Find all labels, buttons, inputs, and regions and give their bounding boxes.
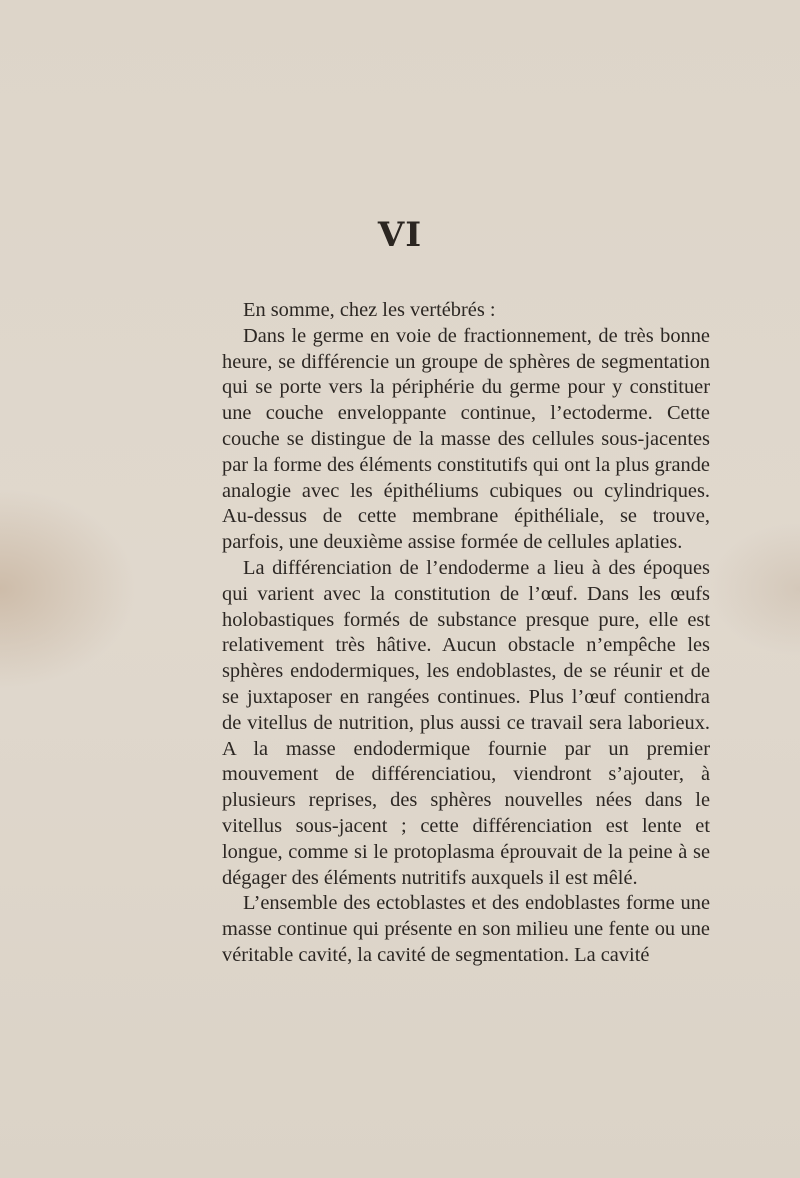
paragraph-1: Dans le germe en voie de fractionnement, de très bonne heure, se différencie un groupe de sphères de segmentation qui se porte vers la périphérie du germe pour y constituer une couche enveloppante continue, l’ectoderme. Cette couche se distingue de la masse des cellules sous-jacentes par la forme des éléments constitutifs qui ont la plus grande analogie avec les épithéliums cubiques ou cylindriques. Au-dessus de cette membrane épithéliale, se trouve, parfois, une deuxième assise formée de cellules aplaties. <box>222 324 710 554</box>
paragraph-3: L’ensemble des ectoblastes et des endoblastes forme une masse continue qui présente en son milieu une fente ou une véritable cavité, la cavité de segmentation. La cavité <box>222 892 710 966</box>
chapter-heading: VI <box>377 215 423 255</box>
paragraph-2: La différenciation de l’endoderme a lieu à des époques qui varient avec la constitution de l’œuf. Dans les œufs holobastiques formés de substance presque pure, elle est relativement très hâtive. Aucun obstacle n’empêche les sphères endodermiques, les endoblastes, de se réunir et de se juxtaposer en rangées continues. Plus l’œuf contiendra de vitellus de nutrition, plus aussi ce travail sera laborieux. A la masse endodermique fournie par un premier mouvement de différenciatiou, viendront s’ajouter, à plusieurs reprises, des sphères nouvelles nées dans le vitellus sous-jacent ; cette différenciation est lente et longue, comme si le protoplasma éprouvait de la peine à se dégager des éléments nutritifs auxquels il est mêlé. <box>222 556 710 889</box>
intro-line: En somme, chez les vertébrés : <box>243 299 496 321</box>
body-text <box>222 298 710 969</box>
